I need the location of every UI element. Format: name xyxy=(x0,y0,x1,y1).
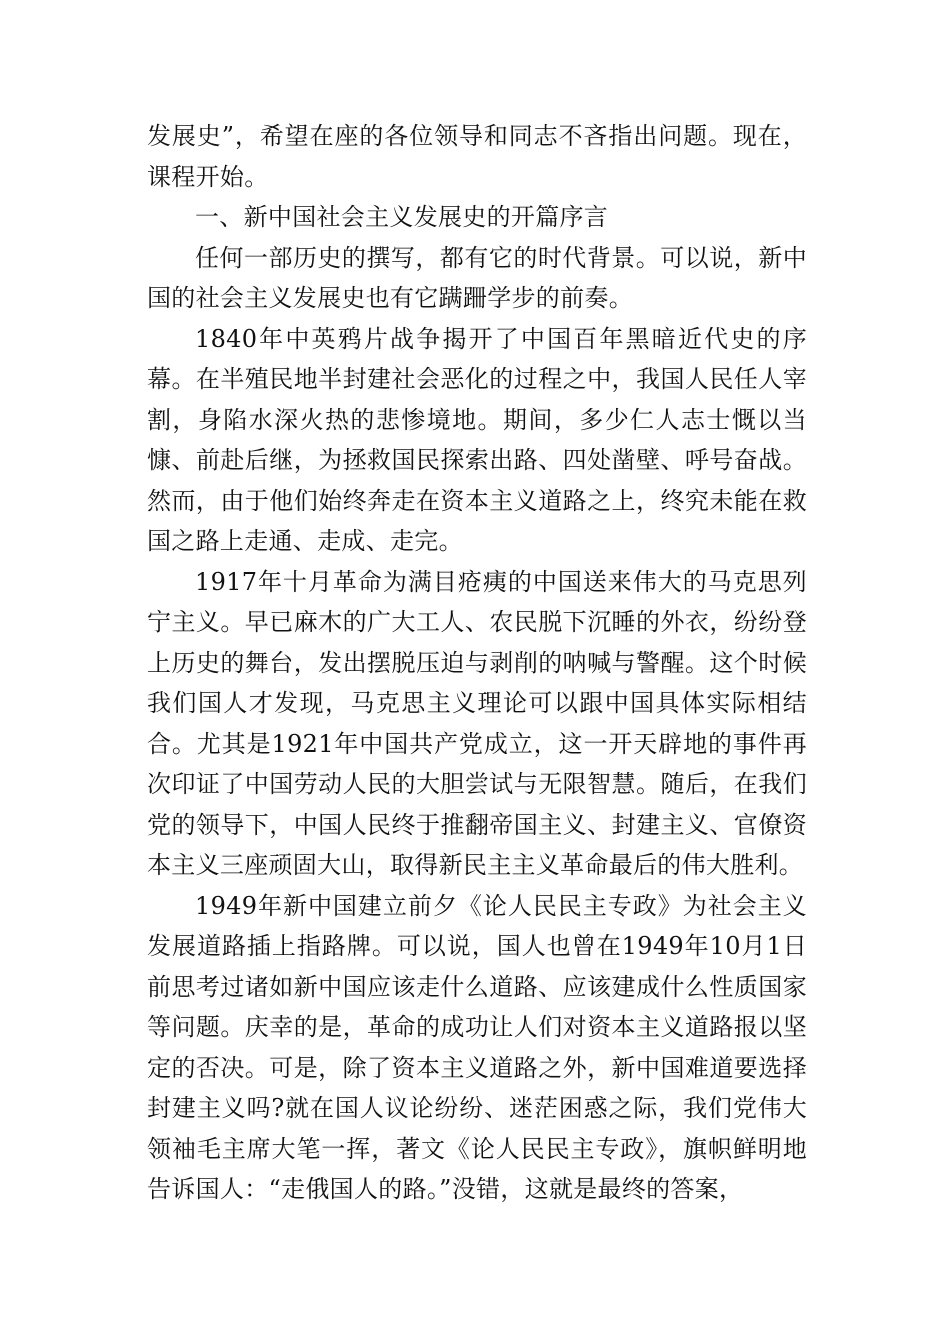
section-heading: 一、新中国社会主义发展史的开篇序言 xyxy=(195,203,609,231)
document-body xyxy=(147,116,807,1210)
paragraph: 任何一部历史的撰写，都有它的时代背景。可以说，新中国的社会主义发展史也有它蹒跚学步的前奏。 xyxy=(147,243,807,312)
paragraph-continuation: 发展史”，希望在座的各位领导和同志不吝指出问题。现在，课程开始。 xyxy=(147,122,807,191)
paragraph: 1840年中英鸦片战争揭开了中国百年黑暗近代史的序幕。在半殖民地半封建社会恶化的过程之中，我国人民任人宰割，身陷水深火热的悲惨境地。期间，多少仁人志士慨以当慷、前赴后继，为拯救国民探索出路、四处凿壁、呼号奋战。然而，由于他们始终奔走在资本主义道路之上，终究未能在救国之路上走通、走成、走完。 xyxy=(147,324,807,555)
paragraph: 1949年新中国建立前夕《论人民民主专政》为社会主义发展道路插上指路牌。可以说，国人也曾在1949年10月1日前思考过诸如新中国应该走什么道路、应该建成什么性质国家等问题。庆幸的是，革命的成功让人们对资本主义道路报以坚定的否决。可是，除了资本主义道路之外，新中国难道要选择封建主义吗?就在国人议论纷纷、迷茫困惑之际，我们党伟大领袖毛主席大笔一挥，著文《论人民民主专政》，旗帜鲜明地告诉国人：“走俄国人的路。”没错，这就是最终的答案， xyxy=(147,891,807,1203)
paragraph: 1917年十月革命为满目疮痍的中国送来伟大的马克思列宁主义。早已麻木的广大工人、农民脱下沉睡的外衣，纷纷登上历史的舞台，发出摆脱压迫与剥削的呐喊与警醒。这个时候我们国人才发现，马克思主义理论可以跟中国具体实际相结合。尤其是1921年中国共产党成立，这一开天辟地的事件再次印证了中国劳动人民的大胆尝试与无限智慧。随后，在我们党的领导下，中国人民终于推翻帝国主义、封建主义、官僚资本主义三座顽固大山，取得新民主主义革命最后的伟大胜利。 xyxy=(147,567,807,879)
